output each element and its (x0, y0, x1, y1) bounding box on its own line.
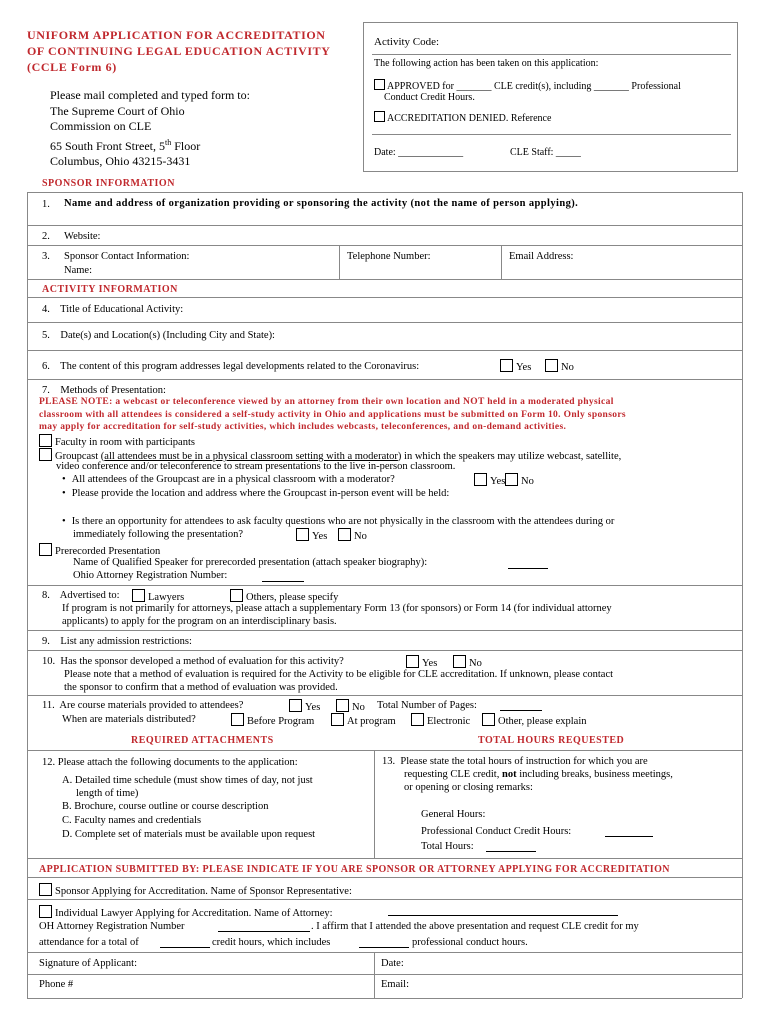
evaluation-yes[interactable]: Yes (406, 655, 437, 669)
hours-instruction-line3: or opening or closing remarks: (404, 782, 533, 793)
materials-yes[interactable]: Yes (289, 699, 320, 713)
prerecorded-registration-blank[interactable] (262, 581, 304, 582)
ask-questions-no[interactable]: No (338, 528, 367, 542)
hours-instruction-line2: requesting CLE credit, not including breaks, business meetings, (404, 769, 673, 780)
total-hours-blank[interactable] (486, 851, 536, 852)
attachment-a: A. Detailed time schedule (must show times of day, not just (62, 775, 313, 786)
activity-title-field[interactable]: 4. Title of Educational Activity: (42, 304, 184, 315)
sponsor-contact-label: Sponsor Contact Information: (64, 251, 190, 262)
applicant-email-field[interactable]: Email: (381, 979, 409, 990)
attorney-name-blank[interactable] (388, 915, 618, 916)
q2-number: 2. (42, 231, 50, 242)
evaluation-note-line1: Please note that a method of evaluation is required for the Activity to be eligible for CLE accreditation. If unknown, please contact (64, 669, 614, 680)
q3-number: 3. (42, 251, 50, 262)
oh-registration-label: OH Attorney Registration Number (39, 921, 185, 932)
total-pages-blank[interactable] (500, 710, 542, 711)
coronavirus-no[interactable]: No (545, 359, 574, 373)
interdisciplinary-note-line1: If program is not primarily for attorneys, please attach a supplementary Form 13 (for sponsors) or Form 14 (for individual attorney (62, 603, 612, 614)
submitted-by-heading: APPLICATION SUBMITTED BY: PLEASE INDICATE IF YOU ARE SPONSOR OR ATTORNEY APPLYING FOR ACCREDITATION (39, 864, 670, 875)
groupcast-option[interactable]: Groupcast (all attendees must be in a physical classroom setting with a moderator) in which the speakers may utilize webcast, satellite, (39, 448, 621, 462)
evaluation-no[interactable]: No (453, 655, 482, 669)
mail-intro: Please mail completed and typed form to: (50, 88, 250, 102)
distributed-at-program[interactable]: At program (331, 713, 396, 727)
signature-date-field[interactable]: Date: (381, 958, 404, 969)
attachment-c: C. Faculty names and credentials (62, 815, 202, 826)
approved-option[interactable]: APPROVED for _______ CLE credit(s), including _______ Professional (374, 79, 731, 92)
interdisciplinary-note-line2: applicants) to apply for the program on an interdisciplinary basis. (62, 616, 337, 627)
attach-documents-label: 12. Please attach the following documents to the application: (42, 757, 298, 768)
distributed-electronic[interactable]: Electronic (411, 713, 470, 727)
faculty-in-room-option[interactable]: Faculty in room with participants (39, 434, 195, 448)
office-use-box (363, 22, 738, 172)
evaluation-question: 10. Has the sponsor developed a method of evaluation for this activity? (42, 656, 344, 667)
groupcast-location-question: • Please provide the location and address where the Groupcast in-person event will be held: (62, 488, 449, 499)
affirmation-text: . I affirm that I attended the above presentation and request CLE credit for my (311, 921, 639, 932)
ask-questions-yes[interactable]: Yes (296, 528, 327, 542)
sponsor-applying-option[interactable]: Sponsor Applying for Accreditation. Name of Sponsor Representative: (39, 883, 352, 897)
attendance-total-blank[interactable] (160, 947, 210, 948)
advertised-lawyers[interactable]: Lawyers (132, 589, 184, 603)
professional-hours-blank[interactable] (359, 947, 409, 948)
course-materials-question: 11. Are course materials provided to attendees? (42, 700, 244, 711)
activity-info-heading: ACTIVITY INFORMATION (42, 284, 178, 295)
prerecorded-option[interactable]: Prerecorded Presentation (39, 543, 160, 557)
advertised-to-label: 8. Advertised to: (42, 590, 120, 601)
materials-no[interactable]: No (336, 699, 365, 713)
sponsor-name-address-label: Name and address of organization providing or sponsoring the activity (not the name of person applying). (64, 198, 579, 209)
form-title (27, 27, 357, 75)
ask-questions-question: • Is there an opportunity for attendees to ask faculty questions who are not physically in the classroom with the attendees during or (62, 516, 614, 527)
ask-questions-line2: immediately following the presentation? (73, 529, 243, 540)
distributed-other[interactable]: Other, please explain (482, 713, 587, 727)
sponsor-info-heading: SPONSOR INFORMATION (42, 178, 175, 189)
address-line3: 65 South Front Street, 5th Floor (50, 137, 201, 153)
action-taken-label: The following action has been taken on this application: (374, 58, 599, 69)
distributed-before-program[interactable]: Before Program (231, 713, 314, 727)
coronavirus-question: 6. The content of this program addresses legal developments related to the Coronavirus: (42, 361, 420, 372)
prerecorded-speaker-blank[interactable] (508, 568, 548, 569)
form-title-line3: (CCLE Form 6) (27, 60, 117, 74)
phone-field[interactable]: Phone # (39, 979, 74, 990)
q1-number: 1. (42, 199, 50, 210)
address-line4: Columbus, Ohio 43215-3431 (50, 154, 191, 168)
webcast-note-line2: classroom with all attendees is considered a self-study activity in Ohio and applications must be submitted on Form 10. Only sponsors (39, 410, 626, 420)
address-line1: The Supreme Court of Ohio (50, 103, 185, 118)
groupcast-moderator-question: • All attendees of the Groupcast are in a physical classroom with a moderator? (62, 474, 395, 485)
approved-option-line2: Conduct Credit Hours. (384, 92, 475, 103)
admission-restrictions-field[interactable]: 9. List any admission restrictions: (42, 636, 192, 647)
coronavirus-yes[interactable]: Yes (500, 359, 531, 373)
attachment-d: D. Complete set of materials must be available upon request (62, 829, 316, 840)
cle-staff-field[interactable]: CLE Staff: _____ (510, 147, 581, 158)
signature-field[interactable]: Signature of Applicant: (39, 958, 137, 969)
webcast-note-line1: PLEASE NOTE: a webcast or teleconference viewed by an attorney from their own location and NOT held in a moderated physical (39, 397, 614, 407)
moderator-yes[interactable]: Yes (474, 473, 505, 487)
attachment-b: B. Brochure, course outline or course description (62, 801, 269, 812)
oh-registration-blank[interactable] (218, 931, 310, 932)
professional-conduct-hours-blank[interactable] (605, 836, 653, 837)
prerecorded-registration-label: Ohio Attorney Registration Number: (73, 570, 228, 581)
denied-option[interactable]: ACCREDITATION DENIED. Reference (374, 111, 731, 124)
advertised-others[interactable]: Others, please specify (230, 589, 338, 603)
lawyer-applying-option[interactable]: Individual Lawyer Applying for Accreditation. Name of Attorney: (39, 905, 333, 919)
prerecorded-speaker-label: Name of Qualified Speaker for prerecorded presentation (attach speaker biography): (73, 557, 428, 568)
address-line2: Commission on CLE (50, 119, 152, 133)
attachment-a-line2: length of time) (76, 788, 139, 799)
form-title-line1: UNIFORM APPLICATION FOR ACCREDITATION (27, 28, 326, 42)
email-field[interactable]: Email Address: (509, 251, 574, 262)
website-field[interactable]: Website: (64, 231, 101, 242)
attendance-includes-label: credit hours, which includes (212, 937, 331, 948)
form-title-line2: OF CONTINUING LEGAL EDUCATION ACTIVITY (27, 44, 331, 58)
total-hours-label: Total Hours: (421, 841, 474, 852)
contact-name-field[interactable]: Name: (64, 265, 92, 276)
webcast-note-line3: may apply for accreditation for self-study activities, which includes webcasts, teleconferences, and on-demand activities. (39, 422, 567, 432)
required-attachments-heading: REQUIRED ATTACHMENTS (131, 735, 274, 746)
mailing-address (50, 88, 250, 170)
dates-locations-field[interactable]: 5. Date(s) and Location(s) (Including City and State): (42, 330, 275, 341)
attendance-total-label: attendance for a total of (39, 937, 139, 948)
total-pages-label: Total Number of Pages: (377, 700, 477, 711)
telephone-field[interactable]: Telephone Number: (347, 251, 431, 262)
materials-distributed-label: When are materials distributed? (62, 714, 196, 725)
evaluation-note-line2: the sponsor to confirm that a method of evaluation was provided. (64, 682, 338, 693)
general-hours-field[interactable]: General Hours: (421, 809, 486, 820)
activity-code-label: Activity Code: (374, 36, 440, 48)
total-hours-heading: TOTAL HOURS REQUESTED (478, 735, 625, 746)
professional-hours-label: professional conduct hours. (412, 937, 528, 948)
methods-of-presentation-label: 7. Methods of Presentation: (42, 385, 166, 396)
hours-instruction-line1: 13. Please state the total hours of instruction for which you are (382, 756, 648, 767)
groupcast-line2: video conference and/or teleconference to stream presentations to the live in-person classroom. (56, 461, 456, 472)
professional-conduct-hours-label: Professional Conduct Credit Hours: (421, 826, 572, 837)
moderator-no[interactable]: No (505, 473, 534, 487)
office-date-field[interactable]: Date: _____________ (374, 147, 464, 158)
